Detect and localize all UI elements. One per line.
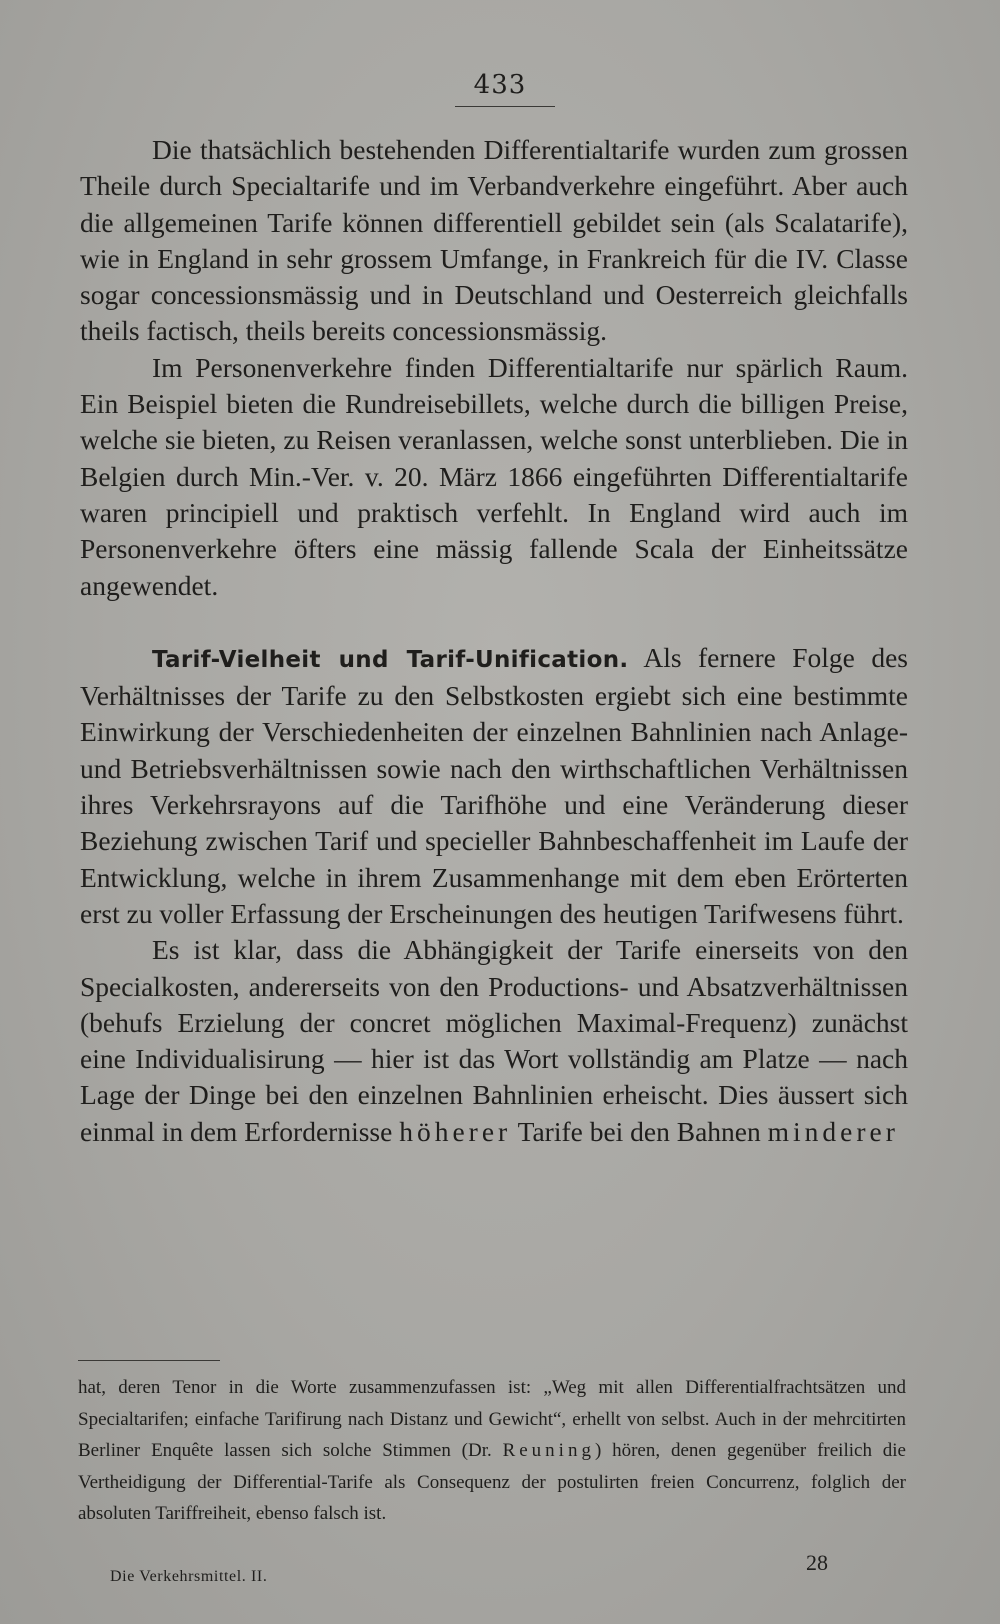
footnote-part-2: ) hören, denen gegenüber freilich die Vertheidigung der Differential-Tarife als Consequenz der postulirten freien Concurrenz, folglich der absoluten Tariffreiheit, ebenso falsch ist.: [78, 1440, 906, 1524]
paragraph-2-text: Im Personenverkehre finden Differentialtarife nur spärlich Raum. Ein Beispiel bieten die Rundreisebillets, welche durch die billigen Preise, welche sie bieten, zu Reisen veranlassen, welche sonst unterblieben. Die in Belgien durch Min.-Ver. v. 20. März 1866 eingeführten Differentialtarife waren principiell und praktisch verfehlt. In England wird auch im Personenverkehre öfters eine mässig fallende Scala der Einheitssätze angewendet.: [80, 351, 908, 601]
body-text: [80, 132, 908, 1150]
spaced-emphasis-minderer: minderer: [767, 1115, 899, 1147]
paragraph-4-mid: Tarife bei den Bahnen: [511, 1115, 768, 1147]
footnote-part-1: hat, deren Tenor in die Worte zusammenzufassen ist: „Weg mit allen Differentialfrachtsätzen und Specialtarifen; einfache Tarifirung nach Distanz und Gewicht“, erhellt von selbst. Auch in der mehrcitirten Berliner Enquête lassen sich solche Stimmen (Dr.: [78, 1377, 906, 1461]
footnote: [78, 1372, 906, 1530]
paragraph-2: [80, 350, 908, 604]
footnote-spaced-name: Reuning: [502, 1440, 595, 1461]
paragraph-3: [80, 640, 908, 932]
spaced-emphasis-hoeherer: höherer: [399, 1115, 512, 1147]
section-heading: Tarif-Vielheit und Tarif-Unification.: [152, 646, 629, 673]
sheet-number: 28: [806, 1550, 828, 1575]
paragraph-1: [80, 132, 908, 350]
paragraph-4: [80, 932, 908, 1150]
footnote-rule: [78, 1360, 220, 1361]
page-number: 433: [473, 70, 527, 100]
paragraph-4-text: Es ist klar, dass die Abhängigkeit der Tarife einerseits von den Specialkosten, andererseits von den Productions- und Absatzverhältnissen (behufs Erzielung der concret möglichen Maximal-Frequenz) zunächst eine Individualisirung — hier ist das Wort vollständig am Platze — nach Lage der Dinge bei den einzelnen Bahnlinien erheischt. Dies äussert sich einmal in dem Erfordernisse: [80, 934, 908, 1147]
footnote-text: [78, 1372, 906, 1530]
page-number-rule: [455, 106, 555, 107]
paragraph-3-text: Als fernere Folge des Verhältnisses der Tarife zu den Selbstkosten ergiebt sich eine bestimmte Einwirkung der Verschiedenheiten der einzelnen Bahnlinien nach Anlage- und Betriebsverhältnissen sowie nach den wirthschaftlichen Verhältnissen ihres Verkehrsrayons auf die Tarifhöhe und eine Veränderung dieser Beziehung zwischen Tarif und specieller Bahnbeschaffenheit im Laufe der Entwicklung, welche in ihrem Zusammenhange mit dem eben Erörterten erst zu voller Erfassung der Erscheinungen des heutigen Tarifwesens führt.: [80, 641, 908, 929]
sheet-signature: Die Verkehrsmittel. II.: [110, 1568, 268, 1585]
paragraph-1-text: Die thatsächlich bestehenden Differentialtarife wurden zum grossen Theile durch Specialtarife und im Verbandverkehre eingeführt. Aber auch die allgemeinen Tarife können differentiell gebildet sein (als Scalatarife), wie in England in sehr grossem Umfange, in Frankreich für die IV. Classe sogar concessionsmässig und in Deutschland und Oesterreich gleichfalls theils factisch, theils bereits concessionsmässig.: [80, 134, 908, 347]
